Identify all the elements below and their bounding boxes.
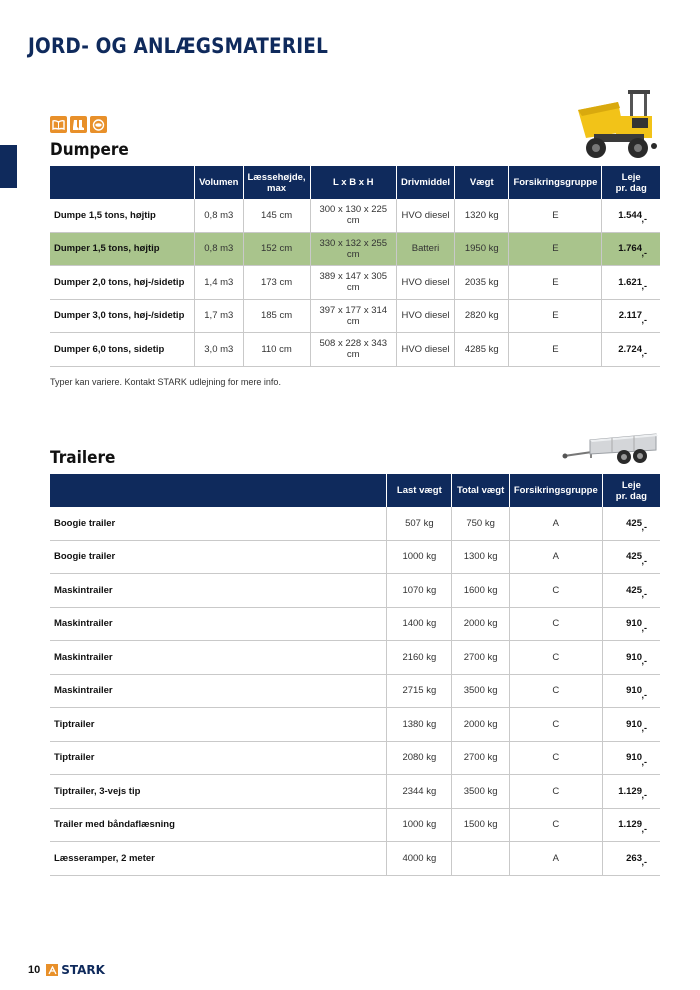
cell-last: 2715 kg bbox=[387, 674, 452, 708]
price-value: 1.129 bbox=[618, 819, 642, 831]
cell-pris bbox=[602, 333, 660, 367]
table-row bbox=[50, 775, 660, 809]
cell-total: 750 kg bbox=[452, 507, 509, 540]
dumper-image bbox=[574, 88, 658, 164]
cell-last: 2080 kg bbox=[387, 741, 452, 775]
cell-name: Dumper 6,0 tons, sidetip bbox=[50, 333, 195, 367]
price-value: 910 bbox=[626, 651, 642, 663]
dumpere-note: Typer kan variere. Kontakt STARK udlejning for mere info. bbox=[50, 377, 281, 387]
cell-volumen: 3,0 m3 bbox=[195, 333, 243, 367]
page-footer bbox=[28, 963, 105, 977]
price-value: 1.621 bbox=[618, 276, 642, 288]
cell-pris bbox=[602, 540, 660, 574]
price-suffix: ,- bbox=[641, 281, 647, 292]
cell-name: Maskintrailer bbox=[50, 607, 387, 641]
cell-pris bbox=[602, 507, 660, 540]
cell-pris bbox=[602, 641, 660, 675]
cell-gruppe: A bbox=[509, 842, 602, 876]
cell-pris bbox=[602, 708, 660, 742]
cell-pris bbox=[602, 842, 660, 876]
cell-total: 1300 kg bbox=[452, 540, 509, 574]
cell-gruppe: E bbox=[509, 333, 602, 367]
cell-name: Dumper 1,5 tons, højtip bbox=[50, 232, 195, 266]
cell-total bbox=[452, 842, 509, 876]
cell-lbh: 508 x 228 x 343 cm bbox=[310, 333, 396, 367]
table-row bbox=[50, 507, 660, 540]
table-header-row bbox=[50, 166, 660, 199]
price-suffix: ,- bbox=[641, 348, 647, 359]
cell-volumen: 0,8 m3 bbox=[195, 232, 243, 266]
cell-gruppe: C bbox=[509, 808, 602, 842]
cell-gruppe: E bbox=[509, 266, 602, 300]
price-value: 2.117 bbox=[618, 310, 642, 322]
stark-logo-text: STARK bbox=[61, 963, 105, 977]
safety-boots-icon bbox=[70, 116, 87, 133]
cell-gruppe: E bbox=[509, 199, 602, 232]
trailere-table bbox=[50, 474, 660, 876]
cell-lbh: 389 x 147 x 305 cm bbox=[310, 266, 396, 300]
price-suffix: ,- bbox=[641, 555, 647, 566]
cell-drivmiddel: HVO diesel bbox=[396, 266, 454, 300]
header-vaegt: Vægt bbox=[455, 166, 509, 199]
cell-gruppe: C bbox=[509, 574, 602, 608]
cell-gruppe: C bbox=[509, 641, 602, 675]
cell-gruppe: E bbox=[509, 232, 602, 266]
header-leje-line1: Leje bbox=[621, 479, 641, 491]
cell-name: Dumper 3,0 tons, høj-/sidetip bbox=[50, 299, 195, 333]
trailer-image bbox=[562, 428, 660, 468]
header-last-vaegt: Last vægt bbox=[387, 474, 452, 507]
price-suffix: ,- bbox=[641, 314, 647, 325]
cell-hoejde: 145 cm bbox=[243, 199, 310, 232]
cell-drivmiddel: Batteri bbox=[396, 232, 454, 266]
trailere-title: Trailere bbox=[50, 448, 116, 468]
cell-volumen: 0,8 m3 bbox=[195, 199, 243, 232]
table-row bbox=[50, 741, 660, 775]
header-forsikring: Forsikringsgruppe bbox=[509, 474, 602, 507]
cell-last: 1000 kg bbox=[387, 540, 452, 574]
cell-drivmiddel: HVO diesel bbox=[396, 199, 454, 232]
cell-name: Boogie trailer bbox=[50, 507, 387, 540]
cell-lbh: 330 x 132 x 255 cm bbox=[310, 232, 396, 266]
price-value: 1.764 bbox=[618, 243, 642, 255]
cell-drivmiddel: HVO diesel bbox=[396, 333, 454, 367]
cell-total: 3500 kg bbox=[452, 775, 509, 809]
page-title: JORD- OG ANLÆGSMATERIEL bbox=[28, 34, 329, 58]
dumpere-table bbox=[50, 166, 660, 367]
cell-pris bbox=[602, 808, 660, 842]
dumpere-title: Dumpere bbox=[50, 140, 129, 160]
table-row bbox=[50, 333, 660, 367]
cell-lbh: 397 x 177 x 314 cm bbox=[310, 299, 396, 333]
cell-total: 3500 kg bbox=[452, 674, 509, 708]
header-volumen: Volumen bbox=[195, 166, 243, 199]
price-suffix: ,- bbox=[641, 823, 647, 834]
cell-last: 4000 kg bbox=[387, 842, 452, 876]
header-leje-line2: pr. dag bbox=[615, 182, 647, 194]
cell-pris bbox=[602, 199, 660, 232]
cell-name: Maskintrailer bbox=[50, 574, 387, 608]
cell-vaegt: 1950 kg bbox=[455, 232, 509, 266]
cell-pris bbox=[602, 299, 660, 333]
cell-total: 2700 kg bbox=[452, 741, 509, 775]
cell-pris bbox=[602, 775, 660, 809]
table-row bbox=[50, 641, 660, 675]
cell-hoejde: 185 cm bbox=[243, 299, 310, 333]
cell-gruppe: C bbox=[509, 708, 602, 742]
cell-name: Tiptrailer bbox=[50, 741, 387, 775]
price-suffix: ,- bbox=[641, 790, 647, 801]
cell-pris bbox=[602, 607, 660, 641]
cell-name: Maskintrailer bbox=[50, 674, 387, 708]
table-header-row bbox=[50, 474, 660, 507]
header-forsikring: Forsikringsgruppe bbox=[509, 166, 602, 199]
table-row bbox=[50, 540, 660, 574]
cell-vaegt: 2035 kg bbox=[455, 266, 509, 300]
header-laessehoejde bbox=[243, 166, 310, 199]
cell-name: Maskintrailer bbox=[50, 641, 387, 675]
cell-volumen: 1,7 m3 bbox=[195, 299, 243, 333]
price-suffix: ,- bbox=[641, 857, 647, 868]
price-value: 425 bbox=[626, 551, 642, 563]
cell-name: Boogie trailer bbox=[50, 540, 387, 574]
header-laessehoejde-line1: Læssehøjde, bbox=[247, 171, 306, 183]
cell-pris bbox=[602, 574, 660, 608]
cell-hoejde: 110 cm bbox=[243, 333, 310, 367]
cell-drivmiddel: HVO diesel bbox=[396, 299, 454, 333]
stark-logo bbox=[46, 963, 105, 977]
cell-last: 1380 kg bbox=[387, 708, 452, 742]
cell-gruppe: C bbox=[509, 674, 602, 708]
table-row bbox=[50, 607, 660, 641]
cell-last: 1400 kg bbox=[387, 607, 452, 641]
cell-last: 2160 kg bbox=[387, 641, 452, 675]
header-leje-line2: pr. dag bbox=[615, 490, 647, 502]
table-row bbox=[50, 574, 660, 608]
table-row bbox=[50, 808, 660, 842]
price-suffix: ,- bbox=[641, 756, 647, 767]
cell-gruppe: E bbox=[509, 299, 602, 333]
table-row bbox=[50, 674, 660, 708]
price-suffix: ,- bbox=[641, 589, 647, 600]
stark-logo-icon bbox=[46, 964, 58, 976]
cell-total: 2000 kg bbox=[452, 607, 509, 641]
cell-total: 2700 kg bbox=[452, 641, 509, 675]
cell-pris bbox=[602, 674, 660, 708]
header-laessehoejde-line2: max bbox=[267, 182, 287, 194]
price-suffix: ,- bbox=[641, 656, 647, 667]
price-value: 2.724 bbox=[618, 343, 642, 355]
price-suffix: ,- bbox=[641, 622, 647, 633]
cell-last: 2344 kg bbox=[387, 775, 452, 809]
safety-icons bbox=[50, 116, 107, 133]
cell-vaegt: 2820 kg bbox=[455, 299, 509, 333]
cell-name: Dumper 2,0 tons, høj-/sidetip bbox=[50, 266, 195, 300]
price-value: 1.544 bbox=[618, 209, 642, 221]
price-value: 1.129 bbox=[618, 785, 642, 797]
table-row bbox=[50, 266, 660, 300]
cell-gruppe: C bbox=[509, 775, 602, 809]
header-leje bbox=[602, 474, 660, 507]
cell-total: 2000 kg bbox=[452, 708, 509, 742]
price-suffix: ,- bbox=[641, 689, 647, 700]
cell-gruppe: C bbox=[509, 741, 602, 775]
price-value: 425 bbox=[626, 517, 642, 529]
table-row bbox=[50, 299, 660, 333]
cell-lbh: 300 x 130 x 225 cm bbox=[310, 199, 396, 232]
header-leje-line1: Leje bbox=[621, 171, 641, 183]
header-name bbox=[50, 166, 195, 199]
page-number: 10 bbox=[28, 964, 41, 976]
cell-pris bbox=[602, 266, 660, 300]
helmet-icon bbox=[90, 116, 107, 133]
cell-gruppe: C bbox=[509, 607, 602, 641]
cell-gruppe: A bbox=[509, 540, 602, 574]
header-name bbox=[50, 474, 387, 507]
cell-total: 1600 kg bbox=[452, 574, 509, 608]
cell-vaegt: 1320 kg bbox=[455, 199, 509, 232]
cell-last: 1070 kg bbox=[387, 574, 452, 608]
cell-pris bbox=[602, 741, 660, 775]
price-suffix: ,- bbox=[641, 247, 647, 258]
price-value: 263 bbox=[626, 852, 642, 864]
cell-hoejde: 173 cm bbox=[243, 266, 310, 300]
cell-pris bbox=[602, 232, 660, 266]
table-row bbox=[50, 842, 660, 876]
header-leje bbox=[602, 166, 660, 199]
price-suffix: ,- bbox=[641, 723, 647, 734]
cell-name: Trailer med båndaflæsning bbox=[50, 808, 387, 842]
price-value: 910 bbox=[626, 618, 642, 630]
cell-gruppe: A bbox=[509, 507, 602, 540]
price-value: 910 bbox=[626, 752, 642, 764]
hearing-protection-icon bbox=[50, 116, 67, 133]
cell-volumen: 1,4 m3 bbox=[195, 266, 243, 300]
cell-name: Læsseramper, 2 meter bbox=[50, 842, 387, 876]
header-total-vaegt: Total vægt bbox=[452, 474, 509, 507]
cell-name: Tiptrailer, 3-vejs tip bbox=[50, 775, 387, 809]
table-row-highlighted bbox=[50, 232, 660, 266]
table-row bbox=[50, 708, 660, 742]
cell-hoejde: 152 cm bbox=[243, 232, 310, 266]
cell-name: Tiptrailer bbox=[50, 708, 387, 742]
price-suffix: ,- bbox=[641, 522, 647, 533]
price-suffix: ,- bbox=[641, 214, 647, 225]
header-drivmiddel: Drivmiddel bbox=[396, 166, 454, 199]
price-value: 910 bbox=[626, 718, 642, 730]
section-side-tab bbox=[0, 145, 17, 188]
header-lbh: L x B x H bbox=[310, 166, 396, 199]
table-row bbox=[50, 199, 660, 232]
price-value: 910 bbox=[626, 685, 642, 697]
cell-vaegt: 4285 kg bbox=[455, 333, 509, 367]
cell-last: 507 kg bbox=[387, 507, 452, 540]
cell-total: 1500 kg bbox=[452, 808, 509, 842]
price-value: 425 bbox=[626, 584, 642, 596]
cell-name: Dumpe 1,5 tons, højtip bbox=[50, 199, 195, 232]
cell-last: 1000 kg bbox=[387, 808, 452, 842]
